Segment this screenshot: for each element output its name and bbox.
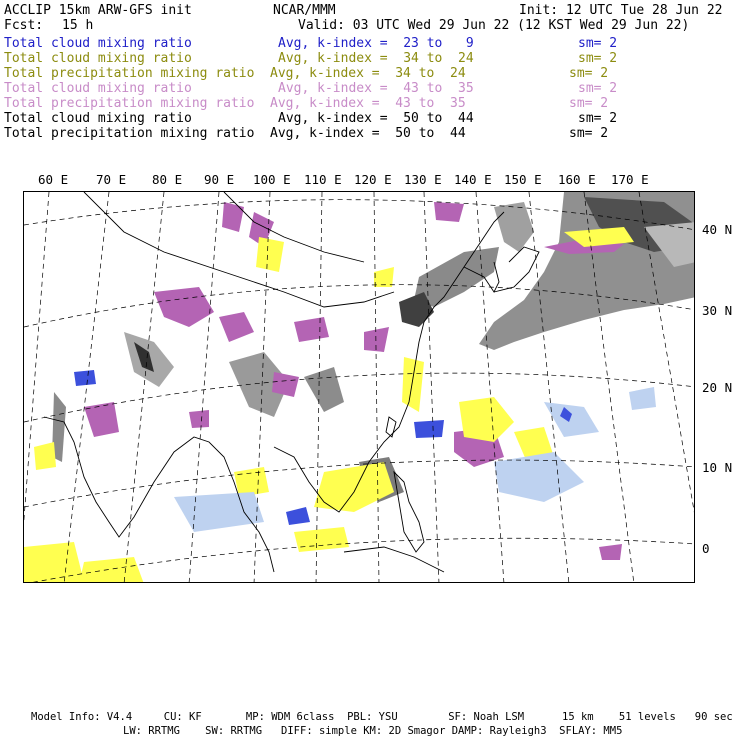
legend-row-3-field: Total precipitation mixing ratio xyxy=(4,66,255,81)
org-label: NCAR/MMM xyxy=(273,3,336,18)
lat-label-40n: 40 N xyxy=(702,222,733,237)
lon-label-160e: 160 E xyxy=(558,172,596,187)
lon-label-90e: 90 E xyxy=(204,172,235,187)
legend-row-3-avg: Avg, k-index = 34 to 24 xyxy=(270,66,466,81)
lon-label-100e: 100 E xyxy=(253,172,291,187)
legend-row-1-sm: sm= 2 xyxy=(578,36,618,51)
lon-label-80e: 80 E xyxy=(152,172,183,187)
legend-row-6-sm: sm= 2 xyxy=(578,111,618,126)
lat-label-0: 0 xyxy=(702,541,710,556)
lat-label-30n: 30 N xyxy=(702,303,733,318)
lon-label-150e: 150 E xyxy=(504,172,542,187)
lon-label-140e: 140 E xyxy=(454,172,492,187)
forecast-hour: 15 h xyxy=(62,18,94,33)
forecast-label: Fcst: xyxy=(4,18,44,33)
map-canvas xyxy=(24,192,695,583)
legend-row-7-field: Total precipitation mixing ratio xyxy=(4,126,255,141)
legend-row-1-avg: Avg, k-index = 23 to 9 xyxy=(278,36,474,51)
model-title: ACCLIP 15km ARW-GFS init xyxy=(4,3,192,18)
forecast-map xyxy=(23,191,695,583)
lon-label-170e: 170 E xyxy=(611,172,649,187)
legend-row-6-field: Total cloud mixing ratio xyxy=(4,111,192,126)
legend-row-7-sm: sm= 2 xyxy=(569,126,609,141)
shallow-cloud-patches xyxy=(74,370,656,532)
legend-row-4-field: Total cloud mixing ratio xyxy=(4,81,192,96)
legend-row-2-avg: Avg, k-index = 34 to 24 xyxy=(278,51,474,66)
legend-row-2-field: Total cloud mixing ratio xyxy=(4,51,192,66)
legend-row-1-field: Total cloud mixing ratio xyxy=(4,36,192,51)
lon-label-130e: 130 E xyxy=(404,172,442,187)
legend-row-4-avg: Avg, k-index = 43 to 35 xyxy=(278,81,474,96)
model-info-line-1: Model Info: V4.4 CU: KF MP: WDM 6class PBL: YSU SF: Noah LSM 15 km 51 levels 90 sec xyxy=(31,711,733,723)
legend-row-4-sm: sm= 2 xyxy=(578,81,618,96)
legend-row-3-sm: sm= 2 xyxy=(569,66,609,81)
lon-label-60e: 60 E xyxy=(38,172,69,187)
valid-time: Valid: 03 UTC Wed 29 Jun 22 (12 KST Wed 29 Jun 22) xyxy=(298,18,690,33)
lon-label-120e: 120 E xyxy=(354,172,392,187)
lat-label-20n: 20 N xyxy=(702,380,733,395)
lat-label-10n: 10 N xyxy=(702,460,733,475)
legend-row-5-field: Total precipitation mixing ratio xyxy=(4,96,255,111)
legend-row-2-sm: sm= 2 xyxy=(578,51,618,66)
model-info-line-2: LW: RRTMG SW: RRTMG DIFF: simple KM: 2D Smagor DAMP: Rayleigh3 SFLAY: MM5 xyxy=(123,725,623,737)
lon-label-70e: 70 E xyxy=(96,172,127,187)
legend-row-7-avg: Avg, k-index = 50 to 44 xyxy=(270,126,466,141)
lon-label-110e: 110 E xyxy=(304,172,342,187)
init-time: Init: 12 UTC Tue 28 Jun 22 xyxy=(519,3,723,18)
legend-row-5-sm: sm= 2 xyxy=(569,96,609,111)
legend-row-5-avg: Avg, k-index = 43 to 35 xyxy=(270,96,466,111)
legend-row-6-avg: Avg, k-index = 50 to 44 xyxy=(278,111,474,126)
